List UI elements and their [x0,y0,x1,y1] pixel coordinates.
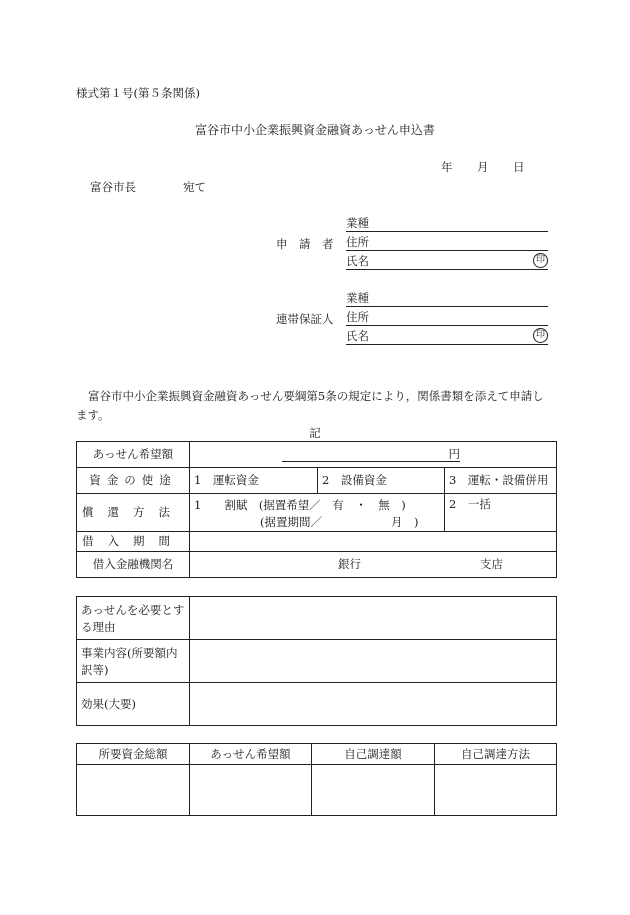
addressee-suffix: 宛て [183,180,206,194]
repayment-installment-line2: (据置期間／ 月 ) [260,515,419,529]
financial-institution-cell[interactable] [190,552,557,578]
financial-institution-label: 借入金融機関名 [77,552,190,578]
reason-cell[interactable] [190,597,557,640]
addressee: 富谷市長 [90,180,136,194]
branch-suffix: 支店 [480,557,503,571]
applicant-name-field[interactable]: 氏名 印 [346,253,548,270]
header-total-required: 所要資金総額 [77,744,190,765]
self-funding-method-cell[interactable] [435,765,557,816]
desired-amount-label: あっせん希望額 [77,442,190,468]
table-row [77,494,557,532]
date-month: 月 [477,160,489,174]
reason-table [76,596,557,726]
ki-heading: 記 [309,426,321,440]
reason-label: あっせんを必要とする理由 [77,597,190,640]
business-content-label: 事業内容(所要額内訳等) [77,640,190,683]
table-row [77,597,557,640]
seal-icon: 印 [533,253,548,268]
statement-paragraph: 富谷市中小企業振興資金融資あっせん要綱第5条の規定により，関係書類を添えて申請します。 [76,389,544,422]
table-row [77,442,557,468]
table-row [77,532,557,552]
repayment-installment-line1: 1 割賦 (据置希望／ 有 ・ 無 ) [194,498,406,512]
business-content-cell[interactable] [190,640,557,683]
fund-use-label: 資金の使途 [77,468,190,494]
table-row [77,765,557,816]
desired-amount-cell[interactable] [190,442,557,468]
desired-amount-yen: 円 [282,447,460,462]
fund-use-option-equipment[interactable]: 2 設備資金 [318,468,445,494]
header-self-funding-method: 自己調達方法 [435,744,557,765]
table-row [77,552,557,578]
header-self-funded: 自己調達額 [312,744,435,765]
repayment-lump-sum-cell[interactable]: 2 一括 [445,494,557,532]
document-title: 富谷市中小企業振興資金融資あっせん申込書 [195,123,435,137]
seal-icon: 印 [533,328,548,343]
guarantor-address-field[interactable]: 住所 [346,309,548,326]
desired-amount-value-cell[interactable] [190,765,312,816]
effect-label: 効果(大要) [77,683,190,726]
loan-period-label: 借入期間 [77,532,190,552]
loan-period-cell[interactable] [190,532,557,552]
effect-cell[interactable] [190,683,557,726]
form-number: 様式第１号(第５条関係) [76,86,200,100]
total-required-cell[interactable] [77,765,190,816]
repayment-installment-cell[interactable] [190,494,445,532]
applicant-industry-field[interactable]: 業種 [346,215,548,232]
guarantor-name-field[interactable]: 氏名 印 [346,328,548,345]
loan-details-table [76,441,557,578]
header-desired-amount: あっせん希望額 [190,744,312,765]
applicant-address-field[interactable]: 住所 [346,234,548,251]
table-row [77,683,557,726]
funding-table [76,743,557,816]
repayment-method-label: 償還方法 [77,494,190,532]
table-row [77,640,557,683]
fund-use-option-working[interactable]: 1 運転資金 [190,468,318,494]
fund-use-option-combined[interactable]: 3 運転・設備併用 [445,468,557,494]
table-row [77,744,557,765]
guarantor-industry-field[interactable]: 業種 [346,290,548,307]
date-day: 日 [513,160,525,174]
guarantor-label: 連帯保証人 [276,312,334,326]
applicant-label: 申 請 者 [276,237,334,251]
table-row [77,468,557,494]
bank-suffix: 銀行 [338,557,361,571]
self-funded-cell[interactable] [312,765,435,816]
date-year: 年 [441,160,453,174]
